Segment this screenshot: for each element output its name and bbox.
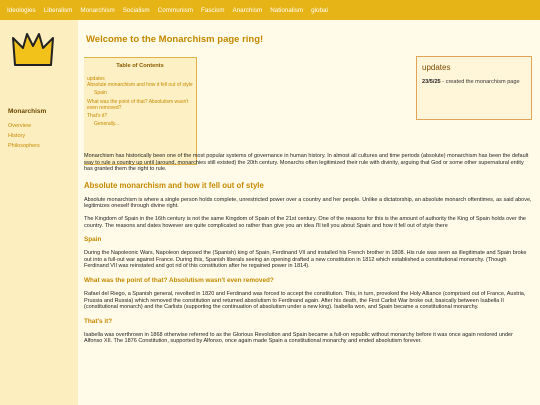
toc-title: Table of Contents bbox=[116, 63, 164, 69]
toc-link-generally[interactable]: Generally... bbox=[94, 121, 120, 128]
heading-thats-it: That's it? bbox=[84, 317, 113, 325]
toc-link-absolute-monarchism[interactable]: Absolute monarchism and how it fell out of style bbox=[87, 82, 193, 89]
article-body bbox=[84, 153, 532, 351]
page-title: Welcome to the Monarchism page ring! bbox=[86, 34, 264, 45]
sidebar-item-overview[interactable]: Overview bbox=[8, 123, 31, 129]
heading-point-of-that: What was the point of that? Absolutism wasn't even removed? bbox=[84, 276, 274, 284]
toc-link-point-of-that[interactable]: What was the point of that? Absolutism wasn't even removed? bbox=[87, 98, 189, 111]
paragraph-absolute-1: Absolute monarchism is where a single person holds complete, unrestricted power over a country and her people. Unlike a dictatorship, an absolute monarch oftentimes, as said above, legitimizes oneself through divine right. bbox=[84, 196, 532, 210]
update-text: - created the monarchism page bbox=[440, 79, 520, 85]
sidebar-title: Monarchism bbox=[8, 108, 47, 115]
toc-link-spain[interactable]: Spain bbox=[94, 90, 107, 97]
paragraph-spain: During the Napoleonic Wars, Napoleon deposed the (Spanish) king of Spain, Ferdinand VII and installed his French brother in 1808. His rule was seen as illegitimate and Spain broke out into a full-out war against France. During this, Spanish liberals seeing an opening drafted a new constitution in 1812 which established a constitutional monarchy. (Though Ferdinand VII was reinstated and got rid of this constitution after he regained power in 1814). bbox=[84, 250, 527, 270]
main-content bbox=[84, 20, 532, 405]
heading-absolute-monarchism: Absolute monarchism and how it fell out of style bbox=[84, 180, 264, 190]
nav-link-liberalism[interactable]: Liberalism bbox=[43, 6, 73, 14]
nav-link-nationalism[interactable]: Nationalism bbox=[270, 6, 304, 14]
update-entry bbox=[422, 79, 526, 86]
nav-link-ideologies[interactable]: Ideologies bbox=[7, 6, 36, 14]
nav-link-global[interactable]: global bbox=[311, 6, 328, 14]
nav-link-socialism[interactable]: Socialism bbox=[122, 6, 150, 14]
sidebar-item-history[interactable]: History bbox=[8, 133, 26, 139]
toc-link-thats-it[interactable]: That's it? bbox=[87, 113, 108, 120]
updates-title: updates bbox=[422, 63, 451, 72]
sidebar-links bbox=[8, 121, 40, 151]
toc-list bbox=[84, 69, 196, 127]
sidebar-item-philosophers[interactable]: Philosophers bbox=[8, 143, 40, 149]
toc-link-updates[interactable]: updates bbox=[87, 76, 105, 82]
intro-paragraph: Monarchism has historically been one of the most popular systems of governance in human history. In almost all cultures and time periods (absolute) monarchism has been the default way to rule a country up until (around, monarchies still existed) the 20th century. Monarchs often legitimized their rule with divinity, arguing that God or some other supernatural entity has granted them the right to rule. bbox=[84, 153, 529, 173]
crown-icon bbox=[11, 30, 55, 70]
nav-link-communism[interactable]: Communism bbox=[157, 6, 194, 14]
update-date: 23/5/25 bbox=[422, 79, 441, 85]
nav-link-fascism[interactable]: Fascism bbox=[201, 6, 225, 14]
updates-box bbox=[416, 56, 532, 120]
nav-link-monarchism[interactable]: Monarchism bbox=[80, 6, 115, 14]
nav-link-anarchism[interactable]: Anarchism bbox=[232, 6, 263, 14]
paragraph-thats-it: Isabella was overthrown in 1868 otherwise referred to as the Glorious Revolution and Spain became a full-on republic without monarchy before it was once again restored under Alfonso XII. The 1876 Constitution, supported by Alfonso, once again made Spain a constitutional monarchy and ended absolutism forever. bbox=[84, 331, 513, 345]
table-of-contents bbox=[84, 57, 197, 165]
paragraph-absolute-2: The Kingdom of Spain in the 16th century is not the same Kingdom of Spain of the 21st century. One of the reasons for this is the amount of authority the King of Spain holds over the country. The reasons and dates however are quite complicated so rather than give you an idea I'll tell you about Spain and how it fell out of style there bbox=[84, 215, 526, 229]
top-nav bbox=[0, 0, 540, 20]
sidebar bbox=[0, 20, 78, 405]
heading-spain: Spain bbox=[84, 236, 102, 244]
paragraph-point: Rafael del Riego, a Spanish general, revolted in 1820 and Ferdinand was forced to accept the constitution. This, in turn, provoked the Holy Alliance (comprised out of France, Austria, Prussia and Russia) which removed the constitution and returned absolutism to Ferdinand again. After his death, the First Carlist War broke out, basically between Isabella II (constitutional monarch) and the Carlists (supporting the continuation of absolutism under a new king). Isabella won, and Spain became a constitutional monarchy. bbox=[84, 290, 526, 311]
